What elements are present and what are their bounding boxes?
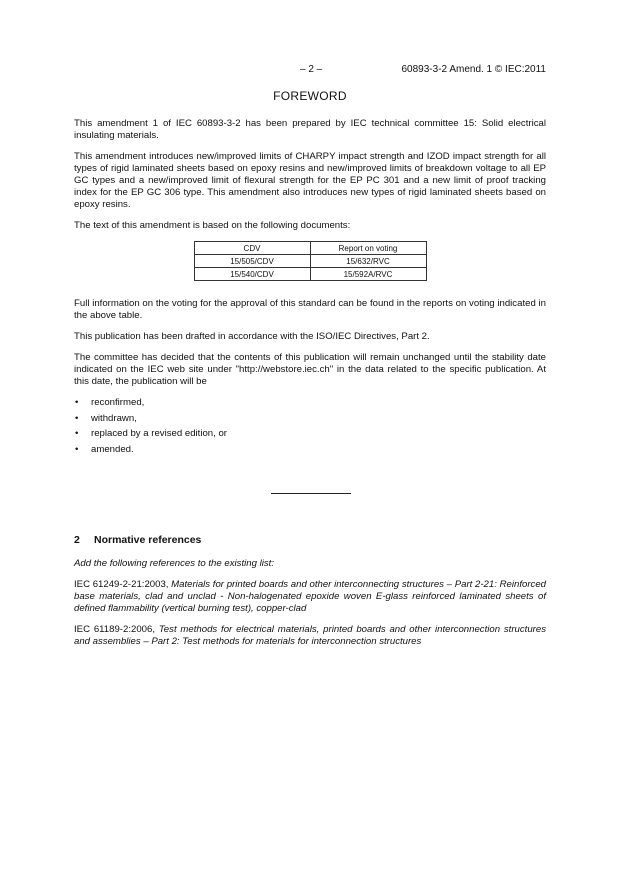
section-heading bbox=[74, 534, 546, 546]
list-item-text: amended. bbox=[91, 443, 134, 455]
foreword-paragraph-6: The committee has decided that the contents of this publication will remain unchanged until the stability date indicated on the IEC web site under "http://webstore.iec.ch" in the data related to the specific publication. At this date, the publication will be bbox=[74, 352, 546, 387]
foreword-paragraph-1: This amendment 1 of IEC 60893-3-2 has been prepared by IEC technical committee 15: Solid electrical insulating materials. bbox=[74, 118, 546, 141]
table-header-row bbox=[194, 242, 426, 255]
section-number: 2 bbox=[74, 533, 80, 546]
list-item-text: withdrawn, bbox=[91, 412, 137, 424]
table-header-report: Report on voting bbox=[310, 242, 426, 255]
bullet-icon: • bbox=[75, 428, 79, 439]
stability-options-list bbox=[74, 397, 546, 456]
list-item-text: replaced by a revised edition, or bbox=[91, 428, 227, 439]
table-row bbox=[194, 255, 426, 268]
page-number: – 2 – bbox=[300, 64, 323, 75]
table-cell: 15/592A/RVC bbox=[310, 268, 426, 281]
document-body bbox=[74, 118, 546, 657]
bullet-icon: • bbox=[75, 443, 79, 455]
section-intro: Add the following references to the existing list: bbox=[74, 557, 274, 569]
list-item-text: reconfirmed, bbox=[91, 397, 145, 408]
document-reference: 60893-3-2 Amend. 1 © IEC:2011 bbox=[401, 64, 546, 75]
table-header-cdv: CDV bbox=[194, 242, 310, 255]
table-row bbox=[194, 268, 426, 281]
section-title: Normative references bbox=[94, 533, 202, 546]
bullet-icon: • bbox=[75, 397, 79, 408]
reference-1-id: IEC 61249-2-21:2003, bbox=[74, 578, 169, 590]
bullet-icon: • bbox=[75, 412, 79, 424]
reference-1 bbox=[74, 579, 546, 615]
reference-2 bbox=[74, 624, 546, 648]
table-cell: 15/540/CDV bbox=[194, 268, 310, 281]
list-item bbox=[74, 397, 546, 409]
foreword-title: FOREWORD bbox=[273, 89, 347, 103]
foreword-paragraph-2: This amendment introduces new/improved limits of CHARPY impact strength and IZOD impact strength for all types of rigid laminated sheets based on epoxy resins and new/improved limits of breakdown voltage to all EP GC types and a new/improved limit of flexural strength for the EP PC 301 and a new limit of proof tracking index for the EP GC 306 type. This amendment also introduces new types of rigid laminated sheets based on epoxy resins. bbox=[74, 151, 546, 210]
list-item bbox=[74, 413, 546, 425]
table-cell: 15/505/CDV bbox=[194, 255, 310, 268]
reference-2-title: Test methods for electrical materials, printed boards and other interconnection structures and assemblies – Part 2: Test methods for materials for interconnection structures bbox=[74, 623, 547, 647]
reference-2-id: IEC 61189-2:2006, bbox=[74, 623, 155, 635]
foreword-paragraph-5: This publication has been drafted in accordance with the ISO/IEC Directives, Part 2. bbox=[74, 331, 430, 342]
table-cell: 15/632/RVC bbox=[310, 255, 426, 268]
reference-1-title: Materials for printed boards and other interconnecting structures – Part 2-21: Reinforced base materials, clad and unclad - Non-halogenated epoxide woven E-glass reinforced laminated sheets of defined flammability (vertical burning test), copper-clad bbox=[74, 578, 547, 614]
list-item bbox=[74, 444, 546, 456]
foreword-paragraph-3: The text of this amendment is based on the following documents: bbox=[74, 220, 351, 231]
list-item bbox=[74, 428, 546, 440]
foreword-paragraph-4: Full information on the voting for the approval of this standard can be found in the reports on voting indicated in the above table. bbox=[74, 298, 546, 321]
section-divider bbox=[271, 493, 351, 494]
voting-documents-table bbox=[194, 241, 427, 281]
